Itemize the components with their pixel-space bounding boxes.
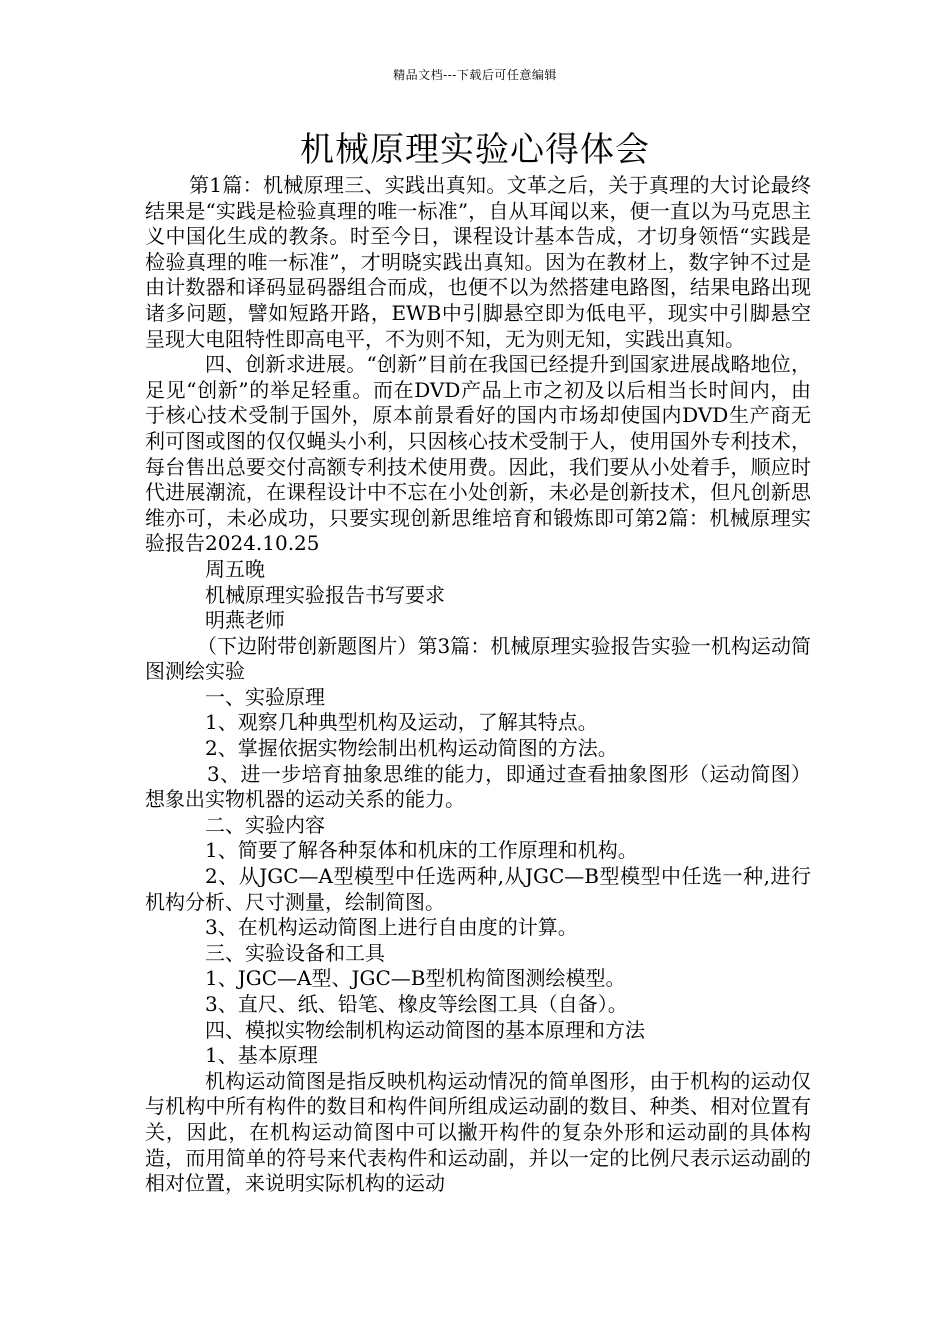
section-heading-4: 四、模拟实物绘制机构运动简图的基本原理和方法 [205,1017,645,1042]
paragraph-principle: 机构运动简图是指反映机构运动情况的简单图形，由于机构的运动仅与机构中所有构件的数目和构件间所组成运动副的数目、种类、相对位置有关，因此，在机构运动简图中可以撇开构件的复杂外形和运动副的具体构造，而用简单的符号来代表构件和运动副，并以一定的比例尺表示运动副的相对位置，来说明实际机构的运动 [145,1068,811,1196]
paragraph-part3-intro: （下边附带创新题图片）第3篇：机械原理实验报告实验一机构运动简图测绘实验 [145,633,811,684]
subsection-heading: 1、基本原理 [205,1043,318,1068]
paragraph-date-line: 周五晚 [205,556,265,581]
list-item: 2、从JGC—A型模型中任选两种,从JGC—B型模型中任选一种,进行机构分析、尺寸测量，绘制简图。 [145,864,811,914]
document-body [145,173,811,1197]
list-item: 1、观察几种典型机构及运动，了解其特点。 [205,710,598,735]
list-item: 3、在机构运动简图上进行自由度的计算。 [205,915,578,940]
paragraph-part1: 第1篇：机械原理三、实践出真知。文革之后，关于真理的大讨论最终结果是“实践是检验真理的唯一标准”，自从耳闻以来，便一直以为马克思主义中国化生成的教条。时至今日，课程设计基本告成，才切身领悟“实践是检验真理的唯一标准”，才明晓实践出真知。因为在教材上，数字钟不过是由计数器和译码显码器组合而成，也便不以为然搭建电路图，结果电路出现诸多问题，譬如短路开路，EWB中引脚悬空即为低电平，现实中引脚悬空呈现大电阻特性即高电平，不为则不知，无为则无知，实践出真知。 [145,173,811,351]
list-item: 2、掌握依据实物绘制出机构运动简图的方法。 [205,736,618,761]
list-item: 1、JGC—A型、JGC—B型机构简图测绘模型。 [205,966,626,991]
page-header-note: 精品文档---下载后可任意编辑 [393,68,557,82]
list-item: 1、简要了解各种泵体和机床的工作原理和机构。 [205,838,638,863]
document-title: 机械原理实验心得体会 [300,130,650,170]
paragraph-innovation: 四、创新求进展。“创新”目前在我国已经提升到国家进展战略地位，足见“创新”的举足轻重。而在DVD产品上市之初及以后相当长时间内，由于核心技术受制于国外，原本前景看好的国内市场却使国内DVD生产商无利可图或图的仅仅蝇头小利，只因核心技术受制于人，使用国外专利技术，每台售出总要交付高额专利技术使用费。因此，我们要从小处着手，顺应时代进展潮流，在课程设计中不忘在小处创新，未必是创新技术，但凡创新思维亦可，未必成功，只要实现创新思维培育和锻炼即可第2篇：机械原理实验报告2024.10.25 [145,352,811,556]
section-heading-1: 一、实验原理 [205,684,325,709]
section-heading-2: 二、实验内容 [205,812,325,837]
paragraph-report-requirements: 机械原理实验报告书写要求 [205,582,445,607]
paragraph-teacher: 明燕老师 [205,608,285,633]
list-item: 3、直尺、纸、铅笔、橡皮等绘图工具（自备）。 [205,992,628,1016]
list-item: 3、进一步培育抽象思维的能力，即通过查看抽象图形（运动简图）想象出实物机器的运动关系的能力。 [145,761,811,812]
section-heading-3: 三、实验设备和工具 [205,940,385,965]
